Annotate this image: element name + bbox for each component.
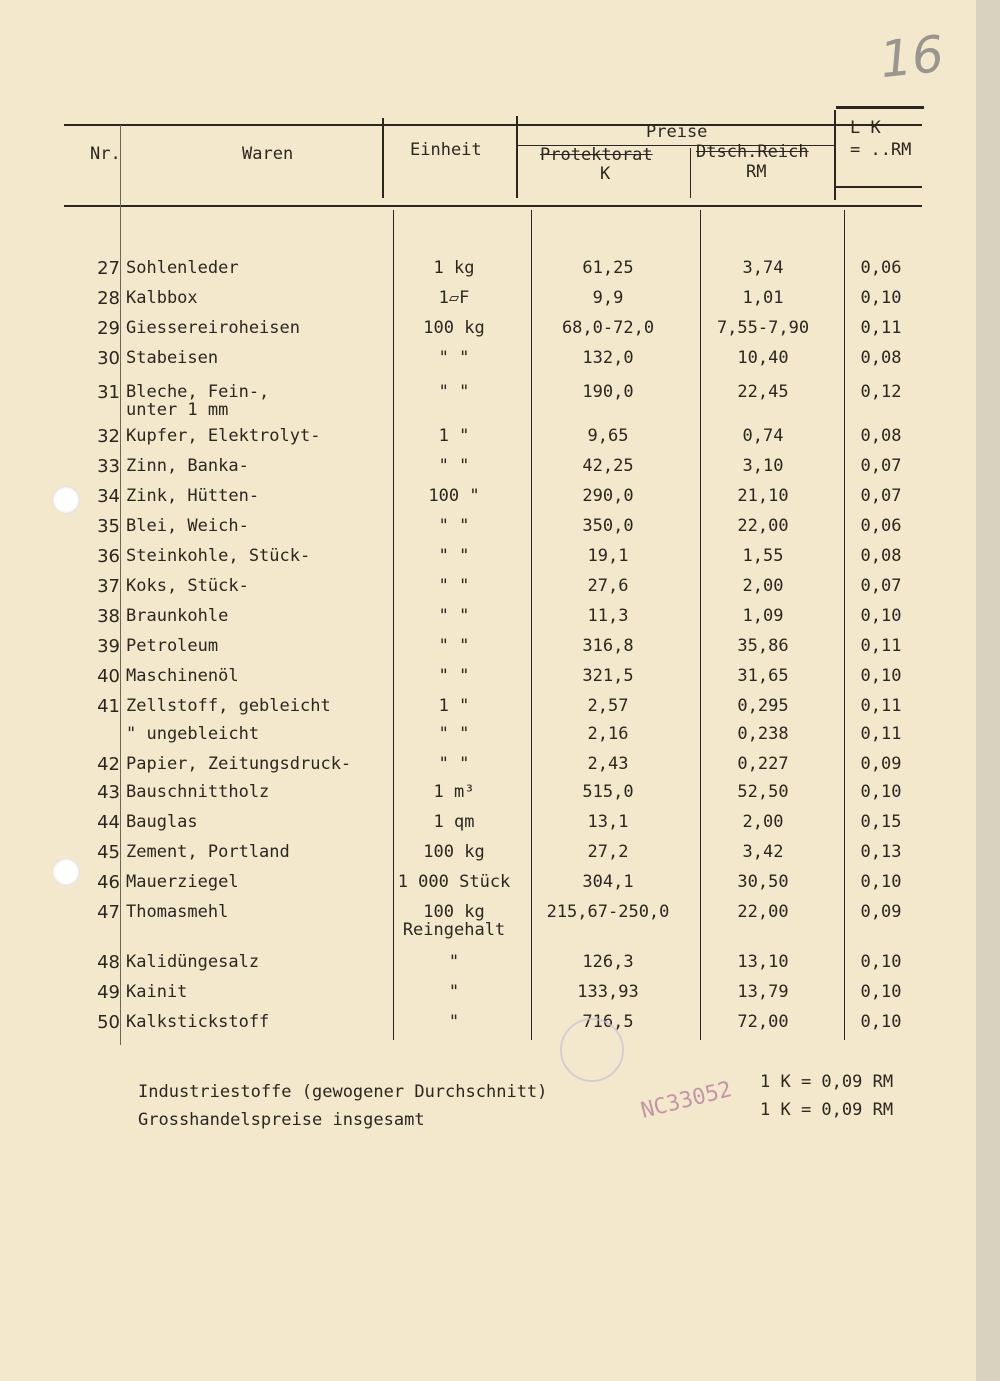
summary-value-grosshandel: 1 K = 0,09 RM xyxy=(760,1100,894,1120)
cell-nr: 33 xyxy=(97,456,120,477)
cell-nr: 39 xyxy=(97,636,120,657)
cell-einheit: 100 kg xyxy=(423,902,485,922)
cell-ware: Steinkohle, Stück- xyxy=(126,546,311,566)
header-dtsch-reich-unit: RM xyxy=(746,162,767,182)
cell-ware: Mauerziegel xyxy=(126,872,239,892)
table-row xyxy=(0,812,988,838)
cell-nr: 49 xyxy=(97,982,120,1003)
cell-ware: Bleche, Fein-, xyxy=(126,382,270,402)
cell-dtsch-reich: 52,50 xyxy=(737,782,789,802)
cell-lk: 0,08 xyxy=(860,426,902,446)
table-row xyxy=(0,872,988,898)
col-divider-preise xyxy=(516,116,518,198)
cell-einheit: " " xyxy=(438,546,470,566)
table-row xyxy=(0,456,988,482)
col-divider-dts xyxy=(690,148,691,198)
cell-protektorat: 61,25 xyxy=(582,258,634,278)
cell-nr: 27 xyxy=(97,258,120,279)
cell-dtsch-reich: 21,10 xyxy=(737,486,789,506)
cell-lk: 0,10 xyxy=(860,782,902,802)
cell-nr: 34 xyxy=(97,486,120,507)
cell-protektorat: 2,57 xyxy=(587,696,629,716)
cell-nr: 48 xyxy=(97,952,120,973)
archive-stamp: NC33052 xyxy=(638,1077,735,1124)
cell-ware: Zinn, Banka- xyxy=(126,456,249,476)
cell-ware: Giessereiroheisen xyxy=(126,318,300,338)
cell-nr: 28 xyxy=(97,288,120,309)
cell-protektorat: 304,1 xyxy=(582,872,634,892)
cell-ware: Stabeisen xyxy=(126,348,219,368)
cell-lk: 0,11 xyxy=(860,636,902,656)
cell-einheit: 1 " xyxy=(438,426,470,446)
cell-lk: 0,15 xyxy=(860,812,902,832)
cell-nr: 32 xyxy=(97,426,120,447)
cell-lk: 0,10 xyxy=(860,1012,902,1032)
cell-dtsch-reich: 1,09 xyxy=(742,606,784,626)
cell-dtsch-reich: 2,00 xyxy=(742,576,784,596)
cell-protektorat: 515,0 xyxy=(582,782,634,802)
cell-protektorat: 42,25 xyxy=(582,456,634,476)
table-row xyxy=(0,902,988,940)
cell-dtsch-reich: 35,86 xyxy=(737,636,789,656)
cell-ware: Kalkstickstoff xyxy=(126,1012,270,1032)
cell-nr: 31 xyxy=(97,382,120,403)
cell-lk: 0,09 xyxy=(860,754,902,774)
cell-lk: 0,10 xyxy=(860,872,902,892)
header-preise: Preise xyxy=(646,122,708,142)
cell-dtsch-reich: 0,238 xyxy=(737,724,789,744)
table-row xyxy=(0,348,988,374)
table-row xyxy=(0,606,988,632)
table-row xyxy=(0,666,988,692)
cell-dtsch-reich: 2,00 xyxy=(742,812,784,832)
header-waren: Waren xyxy=(242,144,294,164)
cell-einheit: " " xyxy=(438,382,470,402)
cell-ware: " ungebleicht xyxy=(126,724,260,744)
cell-ware: Bauglas xyxy=(126,812,198,832)
cell-protektorat: 2,43 xyxy=(587,754,629,774)
cell-lk: 0,13 xyxy=(860,842,902,862)
cell-lk: 0,10 xyxy=(860,982,902,1002)
cell-lk: 0,10 xyxy=(860,952,902,972)
cell-nr: 44 xyxy=(97,812,120,833)
table-row xyxy=(0,546,988,572)
cell-einheit: " " xyxy=(438,456,470,476)
cell-einheit-line2: Reingehalt xyxy=(402,920,506,940)
cell-protektorat: 126,3 xyxy=(582,952,634,972)
cell-lk: 0,10 xyxy=(860,666,902,686)
cell-nr: 35 xyxy=(97,516,120,537)
cell-einheit: 1 kg xyxy=(433,258,475,278)
cell-protektorat: 132,0 xyxy=(582,348,634,368)
cell-einheit: 1▱F xyxy=(438,288,470,308)
cell-einheit: " xyxy=(448,1012,460,1032)
cell-einheit: 1 qm xyxy=(433,812,475,832)
cell-lk: 0,10 xyxy=(860,606,902,626)
header-lk-line1: L K xyxy=(850,118,881,138)
table-row xyxy=(0,982,988,1008)
header-protektorat: Protektorat xyxy=(540,145,653,165)
cell-protektorat: 716,5 xyxy=(582,1012,634,1032)
cell-einheit: " " xyxy=(438,636,470,656)
header-lk-line2: = ..RM xyxy=(850,140,912,160)
cell-dtsch-reich: 0,74 xyxy=(742,426,784,446)
cell-protektorat: 321,5 xyxy=(582,666,634,686)
cell-lk: 0,11 xyxy=(860,318,902,338)
cell-ware: Kainit xyxy=(126,982,188,1002)
cell-dtsch-reich: 72,00 xyxy=(737,1012,789,1032)
cell-nr: 43 xyxy=(97,782,120,803)
cell-lk: 0,06 xyxy=(860,516,902,536)
cell-lk: 0,06 xyxy=(860,258,902,278)
table-row xyxy=(0,754,988,780)
cell-lk: 0,08 xyxy=(860,348,902,368)
cell-ware: Zement, Portland xyxy=(126,842,290,862)
cell-dtsch-reich: 31,65 xyxy=(737,666,789,686)
table-row xyxy=(0,636,988,662)
cell-protektorat: 190,0 xyxy=(582,382,634,402)
table-row xyxy=(0,318,988,344)
cell-protektorat: 13,1 xyxy=(587,812,629,832)
cell-dtsch-reich: 3,42 xyxy=(742,842,784,862)
header-nr: Nr. xyxy=(90,144,121,164)
cell-dtsch-reich: 0,295 xyxy=(737,696,789,716)
cell-einheit: 1 " xyxy=(438,696,470,716)
cell-ware: Zellstoff, gebleicht xyxy=(126,696,331,716)
cell-nr: 36 xyxy=(97,546,120,567)
page-number: 16 xyxy=(877,24,947,90)
cell-protektorat: 27,6 xyxy=(587,576,629,596)
cell-protektorat: 133,93 xyxy=(577,982,639,1002)
cell-protektorat: 215,67-250,0 xyxy=(546,902,670,922)
cell-ware: Kalbbox xyxy=(126,288,198,308)
table-row xyxy=(0,696,988,722)
cell-ware: Bauschnittholz xyxy=(126,782,270,802)
cell-nr: 38 xyxy=(97,606,120,627)
table-row xyxy=(0,426,988,452)
table-row xyxy=(0,724,988,750)
cell-dtsch-reich: 1,55 xyxy=(742,546,784,566)
cell-nr: 29 xyxy=(97,318,120,339)
cell-ware: Papier, Zeitungsdruck- xyxy=(126,754,352,774)
cell-nr: 45 xyxy=(97,842,120,863)
cell-nr: 40 xyxy=(97,666,120,687)
cell-ware-line2: unter 1 mm xyxy=(126,400,229,420)
cell-einheit: 1 000 Stück xyxy=(397,872,511,892)
cell-dtsch-reich: 22,00 xyxy=(737,902,789,922)
cell-nr: 37 xyxy=(97,576,120,597)
cell-einheit: " " xyxy=(438,606,470,626)
cell-protektorat: 27,2 xyxy=(587,842,629,862)
summary-label-industriestoffe: Industriestoffe (gewogener Durchschnitt) xyxy=(138,1082,548,1102)
cell-protektorat: 68,0-72,0 xyxy=(561,318,655,338)
header-top-rule-right xyxy=(836,106,924,109)
summary-label-grosshandel: Grosshandelspreise insgesamt xyxy=(138,1110,425,1130)
table-row xyxy=(0,952,988,978)
cell-nr: 42 xyxy=(97,754,120,775)
cell-ware: Kupfer, Elektrolyt- xyxy=(126,426,321,446)
cell-einheit: " " xyxy=(438,348,470,368)
table-row xyxy=(0,576,988,602)
cell-dtsch-reich: 22,00 xyxy=(737,516,789,536)
table-row xyxy=(0,782,988,808)
col-divider-lk xyxy=(834,110,836,200)
col-divider-einheit xyxy=(382,118,384,198)
cell-einheit: " " xyxy=(438,754,470,774)
cell-einheit: " " xyxy=(438,666,470,686)
table-row xyxy=(0,288,988,314)
cell-protektorat: 290,0 xyxy=(582,486,634,506)
cell-einheit: 100 kg xyxy=(423,318,485,338)
cell-einheit: " " xyxy=(438,724,470,744)
table-row xyxy=(0,258,988,284)
cell-nr: 30 xyxy=(97,348,120,369)
cell-dtsch-reich: 30,50 xyxy=(737,872,789,892)
header-top-rule xyxy=(64,124,922,126)
cell-nr: 50 xyxy=(97,1012,120,1033)
cell-nr: 47 xyxy=(97,902,120,923)
cell-lk: 0,07 xyxy=(860,576,902,596)
cell-ware: Petroleum xyxy=(126,636,219,656)
table-row xyxy=(0,382,988,420)
faint-round-stamp xyxy=(560,1018,624,1082)
table-row xyxy=(0,516,988,542)
cell-protektorat: 9,9 xyxy=(592,288,624,308)
cell-protektorat: 11,3 xyxy=(587,606,629,626)
cell-ware: Blei, Weich- xyxy=(126,516,249,536)
cell-dtsch-reich: 3,10 xyxy=(742,456,784,476)
cell-einheit: 1 m³ xyxy=(433,782,475,802)
cell-lk: 0,07 xyxy=(860,456,902,476)
cell-ware: Braunkohle xyxy=(126,606,229,626)
cell-lk: 0,12 xyxy=(860,382,902,402)
cell-nr: 46 xyxy=(97,872,120,893)
cell-dtsch-reich: 22,45 xyxy=(737,382,789,402)
header-protektorat-unit: K xyxy=(600,164,611,184)
cell-einheit: " xyxy=(448,982,460,1002)
cell-protektorat: 350,0 xyxy=(582,516,634,536)
cell-nr: 41 xyxy=(97,696,120,717)
header-einheit: Einheit xyxy=(410,140,482,160)
cell-dtsch-reich: 7,55-7,90 xyxy=(716,318,810,338)
cell-ware: Sohlenleder xyxy=(126,258,239,278)
cell-lk: 0,07 xyxy=(860,486,902,506)
table-row xyxy=(0,486,988,512)
cell-lk: 0,11 xyxy=(860,696,902,716)
cell-protektorat: 316,8 xyxy=(582,636,634,656)
cell-dtsch-reich: 3,74 xyxy=(742,258,784,278)
cell-lk: 0,11 xyxy=(860,724,902,744)
cell-dtsch-reich: 0,227 xyxy=(737,754,789,774)
cell-ware: Maschinenöl xyxy=(126,666,239,686)
cell-dtsch-reich: 1,01 xyxy=(742,288,784,308)
cell-protektorat: 19,1 xyxy=(587,546,629,566)
table-row xyxy=(0,1012,988,1038)
cell-einheit: " " xyxy=(438,576,470,596)
cell-dtsch-reich: 10,40 xyxy=(737,348,789,368)
header-bottom-rule-right xyxy=(836,186,922,188)
cell-lk: 0,10 xyxy=(860,288,902,308)
cell-ware: Koks, Stück- xyxy=(126,576,249,596)
cell-lk: 0,09 xyxy=(860,902,902,922)
cell-einheit: " " xyxy=(438,516,470,536)
cell-ware: Zink, Hütten- xyxy=(126,486,260,506)
cell-ware: Kalidüngesalz xyxy=(126,952,260,972)
table-row xyxy=(0,842,988,868)
header-dtsch-reich: Dtsch.Reich xyxy=(696,142,809,162)
cell-einheit: 100 " xyxy=(428,486,480,506)
cell-lk: 0,08 xyxy=(860,546,902,566)
cell-protektorat: 2,16 xyxy=(587,724,629,744)
cell-ware: Thomasmehl xyxy=(126,902,229,922)
cell-dtsch-reich: 13,79 xyxy=(737,982,789,1002)
cell-einheit: 100 kg xyxy=(423,842,485,862)
cell-einheit: " xyxy=(448,952,460,972)
cell-protektorat: 9,65 xyxy=(587,426,629,446)
header-bottom-rule xyxy=(64,205,922,207)
cell-dtsch-reich: 13,10 xyxy=(737,952,789,972)
summary-value-industriestoffe: 1 K = 0,09 RM xyxy=(760,1072,894,1092)
